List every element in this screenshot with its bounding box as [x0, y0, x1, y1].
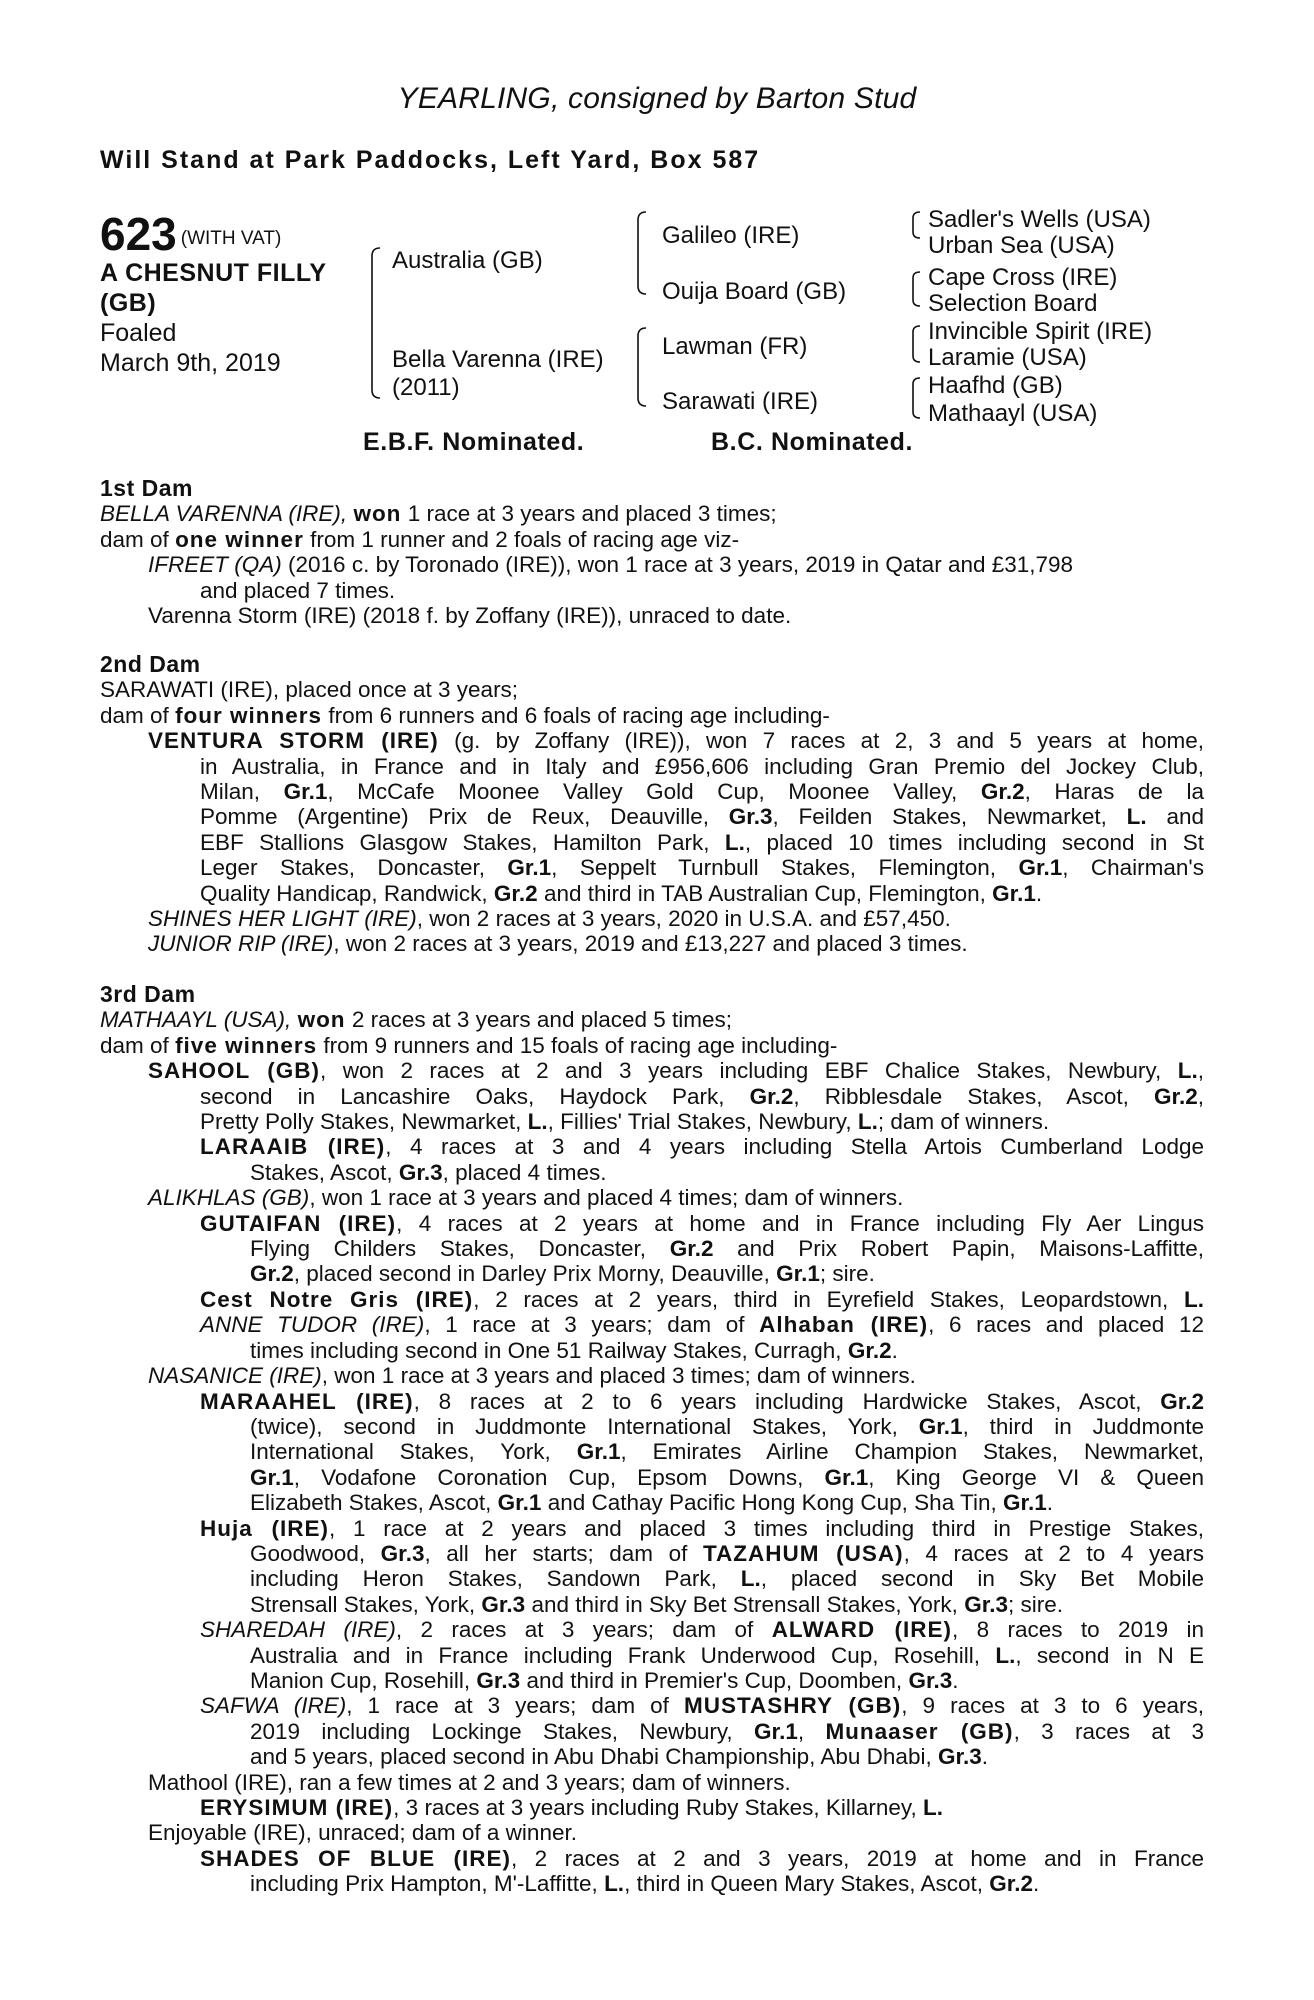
text: Quality Handicap, Randwick,	[200, 880, 488, 906]
text: from 9 runners and 15 foals of racing age including-	[323, 1032, 838, 1058]
text: , Haras de la	[1024, 779, 1204, 805]
dam-bracket	[638, 328, 646, 406]
foaled-date: March 9th, 2019	[100, 349, 281, 377]
text: Flying Childers Stakes, Doncaster,	[250, 1236, 647, 1262]
progeny-name: MARAAHEL (IRE)	[200, 1388, 414, 1414]
text: , placed 4 times.	[442, 1159, 607, 1185]
progeny-name: LARAAIB (IRE)	[200, 1134, 386, 1160]
won-label: won	[353, 501, 402, 527]
g-bracket-2	[913, 272, 920, 306]
text: times including second in One 51 Railway Stakes, Curragh,	[250, 1337, 842, 1363]
text: Australia and in France including Frank Underwood Cup, Rosehill,	[250, 1642, 981, 1668]
dam-name: Bella Varenna (IRE)	[392, 346, 604, 373]
text: , 4 races at 2 years at home and in France including Fly Aer Lingus	[396, 1210, 1204, 1236]
text: ,	[1197, 1083, 1204, 1109]
text: dam of	[100, 1032, 169, 1058]
second-dam-heading: 2nd Dam	[100, 651, 201, 677]
grade: Gr.1	[250, 1464, 294, 1490]
grade: Gr.1	[497, 1490, 542, 1516]
grade: L.	[527, 1109, 548, 1135]
text: , Fillies' Trial Stakes, Newbury,	[547, 1109, 852, 1135]
winners-count: five winners	[175, 1032, 318, 1058]
grade: Gr.2	[669, 1236, 714, 1262]
sire-name: Australia (GB)	[392, 247, 543, 274]
progeny-name: Cest Notre Gris (IRE)	[200, 1286, 474, 1312]
progeny-name: NASANICE (IRE)	[148, 1363, 322, 1389]
lot-sex: A CHESNUT FILLY	[100, 259, 327, 287]
text: and	[1166, 804, 1204, 830]
grade: Gr.2	[493, 880, 538, 906]
text: dam of	[100, 526, 169, 552]
winners-count: four winners	[175, 702, 323, 728]
ebf-nominated: E.B.F. Nominated.	[363, 428, 585, 456]
text: , won 2 races at 2 and 3 years including EBF Chalice Stakes, Newbury,	[320, 1058, 1162, 1084]
dam-record: 1 race at 3 years and placed 3 times;	[407, 501, 777, 527]
lot-block	[100, 210, 370, 378]
dam-dam-name: Sarawati (IRE)	[662, 388, 819, 415]
progeny-name: SHINES HER LIGHT (IRE)	[148, 906, 417, 932]
grade: Gr.1	[507, 855, 552, 881]
text: ; sire.	[1007, 1591, 1063, 1617]
ggparent-8: Mathaayl (USA)	[928, 400, 1098, 427]
progeny-name: TAZAHUM (USA)	[702, 1540, 904, 1566]
grade: Gr.3	[908, 1667, 953, 1693]
catalogue-title: YEARLING, consigned by Barton Stud	[397, 82, 917, 115]
grade: Gr.1	[576, 1439, 621, 1465]
grade: Gr.1	[918, 1413, 963, 1439]
text: Milan,	[200, 779, 261, 805]
grade: Gr.3	[937, 1744, 982, 1770]
dam-record: SARAWATI (IRE), placed once at 3 years;	[100, 677, 519, 703]
text: , 6 races and placed 12	[928, 1312, 1204, 1338]
text: from 6 runners and 6 foals of racing age including-	[328, 702, 830, 728]
text: and third in Sky Bet Strensall Stakes, York,	[531, 1591, 958, 1617]
third-dam-section	[100, 982, 1204, 1897]
text: , Emirates Airline Champion Stakes, Newmarket,	[620, 1439, 1204, 1465]
sire-sire-name: Galileo (IRE)	[662, 222, 800, 249]
progeny-name: MUSTASHRY (GB)	[683, 1693, 902, 1719]
text: (g. by Zoffany (IRE)), won 7 races at 2, 3 and 5 years at home,	[454, 728, 1204, 754]
first-dam-section	[100, 476, 1204, 628]
text: Elizabeth Stakes, Ascot,	[250, 1490, 492, 1516]
text: , 2 races at 2 and 3 years, 2019 at home and in France	[511, 1845, 1204, 1871]
text: .	[952, 1667, 959, 1693]
grade: L.	[1177, 1058, 1198, 1084]
ggparent-1: Sadler's Wells (USA)	[928, 206, 1151, 233]
grade: Gr.3	[964, 1591, 1008, 1617]
won-label: won	[297, 1007, 346, 1033]
progeny-entry: Varenna Storm (IRE) (2018 f. by Zoffany (IRE)), unraced to date.	[148, 603, 792, 629]
text: , 8 races to 2019 in	[952, 1617, 1204, 1643]
sire-bracket	[638, 212, 646, 294]
text: .	[1033, 1871, 1040, 1897]
text: and Prix Robert Papin, Maisons-Laffitte,	[737, 1236, 1204, 1262]
text: Stakes, Ascot,	[250, 1159, 393, 1185]
text: ; dam of winners.	[877, 1109, 1050, 1135]
text: in Australia, in France and in Italy and £956,606 including Gran Premio del Jockey Club,	[200, 753, 1204, 779]
text: , placed second in Darley Prix Morny, Deauville,	[293, 1261, 770, 1287]
text: , Ribblesdale Stakes, Ascot,	[793, 1083, 1129, 1109]
text: , third in Juddmonte	[962, 1413, 1204, 1439]
progeny-name: GUTAIFAN (IRE)	[200, 1210, 397, 1236]
grade: Gr.1	[776, 1261, 820, 1287]
progeny-name: SAHOOL (GB)	[148, 1058, 321, 1084]
text: dam of	[100, 702, 169, 728]
text: and third in Premier's Cup, Doomben,	[526, 1667, 903, 1693]
progeny-record: (2016 c. by Toronado (IRE)), won 1 race at 3 years, 2019 in Qatar and £31,798	[288, 552, 1074, 578]
text: , second in N E	[1015, 1642, 1205, 1668]
text: , King George VI & Queen	[868, 1464, 1204, 1490]
third-dam-heading: 3rd Dam	[100, 981, 196, 1007]
text: from 1 runner and 2 foals of racing age viz-	[310, 526, 740, 552]
text: , 1 race at 3 years; dam of	[424, 1312, 745, 1338]
progeny-name: SHADES OF BLUE (IRE)	[200, 1845, 512, 1871]
grade: Gr.3	[476, 1667, 521, 1693]
stand-location: Will Stand at Park Paddocks, Left Yard, Box 587	[100, 146, 761, 174]
text: , won 2 races at 3 years, 2020 in U.S.A. and £57,450.	[416, 906, 951, 932]
progeny-record-cont: and placed 7 times.	[200, 577, 396, 603]
ggparent-3: Cape Cross (IRE)	[928, 264, 1118, 291]
text: and third in TAB Australian Cup, Flemington,	[543, 880, 986, 906]
progeny-name: ALIKHLAS (GB)	[148, 1185, 310, 1211]
text: , Vodafone Coronation Cup, Epsom Downs,	[293, 1464, 804, 1490]
progeny-name: Huja (IRE)	[200, 1515, 329, 1541]
text: (twice), second in Juddmonte International Stakes, York,	[250, 1413, 898, 1439]
ggparent-6: Laramie (USA)	[928, 344, 1087, 371]
grade: L.	[995, 1642, 1016, 1668]
dam-name-text: MATHAAYL (USA),	[100, 1007, 292, 1033]
grade: Gr.3	[380, 1540, 425, 1566]
progeny-name: SHAREDAH (IRE)	[200, 1617, 396, 1643]
text: including Prix Hampton, M'-Laffitte,	[250, 1871, 598, 1897]
grade: Gr.3	[728, 804, 773, 830]
text: , won 1 race at 3 years and placed 4 times; dam of winners.	[309, 1185, 904, 1211]
progeny-name: JUNIOR RIP (IRE)	[148, 931, 334, 957]
text: ,	[797, 1718, 805, 1744]
grade: L.	[604, 1871, 625, 1897]
progeny-name: IFREET (QA)	[148, 552, 282, 578]
progeny-entry: Enjoyable (IRE), unraced; dam of a winner.	[148, 1820, 577, 1846]
ggparent-5: Invincible Spirit (IRE)	[928, 318, 1153, 345]
text: , 1 race at 2 years and placed 3 times including third in Prestige Stakes,	[329, 1515, 1204, 1541]
text: and 5 years, placed second in Abu Dhabi Championship, Abu Dhabi,	[250, 1744, 932, 1770]
text: , 2 races at 3 years; dam of	[395, 1617, 754, 1643]
text: , 4 races at 3 and 4 years including Stella Artois Cumberland Lodge	[385, 1134, 1205, 1160]
dam-name-text: BELLA VARENNA (IRE),	[100, 501, 348, 527]
bc-nominated: B.C. Nominated.	[711, 428, 914, 456]
grade: Gr.3	[481, 1591, 526, 1617]
text: Leger Stakes, Doncaster,	[200, 855, 485, 881]
text: Strensall Stakes, York,	[250, 1591, 476, 1617]
text: , 9 races at 3 to 6 years,	[901, 1693, 1204, 1719]
text: , Feilden Stakes, Newmarket,	[772, 804, 1107, 830]
second-dam-section	[100, 652, 1204, 957]
text: International Stakes, York,	[250, 1439, 551, 1465]
sire-dam-bracket	[372, 248, 380, 398]
grade: Gr.3	[398, 1159, 443, 1185]
g-bracket-3	[913, 326, 920, 362]
progeny-entry: Mathool (IRE), ran a few times at 2 and 3 years; dam of winners.	[148, 1769, 791, 1795]
progeny-name: ANNE TUDOR (IRE)	[200, 1312, 425, 1338]
grade: Gr.1	[824, 1464, 869, 1490]
ggparent-4: Selection Board	[928, 290, 1098, 317]
text: , 3 races at 3 years including Ruby Stakes, Killarney,	[393, 1795, 917, 1820]
lot-number: 623	[100, 208, 177, 260]
text: including Heron Stakes, Sandown Park,	[250, 1566, 717, 1592]
text: , third in Queen Mary Stakes, Ascot,	[624, 1871, 983, 1897]
text: , all her starts; dam of	[424, 1540, 688, 1566]
text: , McCafe Moonee Valley Gold Cup, Moonee Valley,	[327, 779, 958, 805]
text: EBF Stallions Glasgow Stakes, Hamilton Park,	[200, 829, 710, 855]
ggparent-7: Haafhd (GB)	[928, 372, 1063, 399]
g-bracket-1	[913, 212, 920, 238]
foaled-label: Foaled	[100, 319, 177, 347]
text: Pretty Polly Stakes, Newmarket,	[200, 1109, 522, 1135]
grade: Gr.2	[749, 1083, 794, 1109]
lot-description	[100, 258, 370, 318]
progeny-name: Alhaban (IRE)	[759, 1312, 929, 1338]
grade: Gr.2	[980, 779, 1025, 805]
text: Goodwood,	[250, 1540, 366, 1566]
text: ,	[1197, 1058, 1204, 1084]
text: 2 races at 3 years and placed 5 times;	[351, 1007, 733, 1033]
progeny-name: VENTURA STORM (IRE)	[148, 728, 439, 754]
text: and Cathay Pacific Hong Kong Cup, Sha Tin,	[547, 1490, 997, 1516]
grade: Gr.1	[283, 779, 328, 805]
grade: Gr.2	[847, 1337, 892, 1363]
progeny-name: Munaaser (GB)	[825, 1718, 1014, 1744]
grade: Gr.2	[1153, 1083, 1198, 1109]
grade: Gr.1	[1018, 855, 1063, 881]
grade: Gr.2	[1160, 1388, 1204, 1414]
lot-country: (GB)	[100, 289, 157, 317]
text: , 4 races at 2 to 4 years	[903, 1540, 1204, 1566]
g-bracket-4	[913, 378, 920, 418]
text: , won 1 race at 3 years and placed 3 times; dam of winners.	[321, 1363, 916, 1389]
progeny-name: SAFWA (IRE)	[200, 1693, 347, 1719]
grade: L.	[923, 1795, 944, 1820]
text: Manion Cup, Rosehill,	[250, 1667, 471, 1693]
text: 2019 including Lockinge Stakes, Newbury,	[250, 1718, 733, 1744]
text: , placed second in Sky Bet Mobile	[760, 1566, 1205, 1592]
grade: L.	[724, 829, 745, 855]
grade: Gr.2	[250, 1261, 294, 1287]
ggparent-2: Urban Sea (USA)	[928, 232, 1115, 259]
text: Pomme (Argentine) Prix de Reux, Deauville,	[200, 804, 709, 830]
text: .	[891, 1337, 898, 1363]
vat-label: (WITH VAT)	[180, 228, 282, 249]
text: , Seppelt Turnbull Stakes, Flemington,	[551, 855, 997, 881]
grade: L.	[1184, 1286, 1204, 1312]
text: second in Lancashire Oaks, Haydock Park,	[200, 1083, 725, 1109]
text: , 8 races at 2 to 6 years including Hardwicke Stakes, Ascot,	[413, 1388, 1142, 1414]
text: , placed 10 times including second in St	[744, 829, 1204, 855]
text: , 2 races at 2 years, third in Eyrefield Stakes, Leopardstown,	[473, 1286, 1169, 1312]
text: , 3 races at 3	[1013, 1718, 1204, 1744]
winners-count: one winner	[175, 526, 304, 552]
grade: Gr.1	[754, 1718, 798, 1744]
progeny-name: ALWARD (IRE)	[771, 1617, 953, 1643]
text: , won 2 races at 3 years, 2019 and £13,227 and placed 3 times.	[333, 931, 968, 957]
text: .	[1046, 1490, 1054, 1516]
text: .	[981, 1744, 989, 1770]
grade: Gr.1	[992, 880, 1036, 906]
grade: L.	[857, 1109, 878, 1135]
text: ; sire.	[819, 1261, 875, 1287]
progeny-name: ERYSIMUM (IRE)	[200, 1795, 394, 1820]
grade: L.	[1126, 804, 1147, 830]
grade: Gr.1	[1003, 1490, 1047, 1516]
first-dam-heading: 1st Dam	[100, 475, 193, 501]
text: , Chairman's	[1062, 855, 1204, 881]
sire-dam-name: Ouija Board (GB)	[662, 278, 847, 305]
dam-sire-name: Lawman (FR)	[662, 333, 808, 360]
dam-year: (2011)	[392, 374, 460, 401]
grade: L.	[740, 1566, 761, 1592]
text: , 1 race at 3 years; dam of	[346, 1693, 669, 1719]
grade: Gr.2	[989, 1871, 1034, 1897]
text: .	[1035, 880, 1043, 906]
